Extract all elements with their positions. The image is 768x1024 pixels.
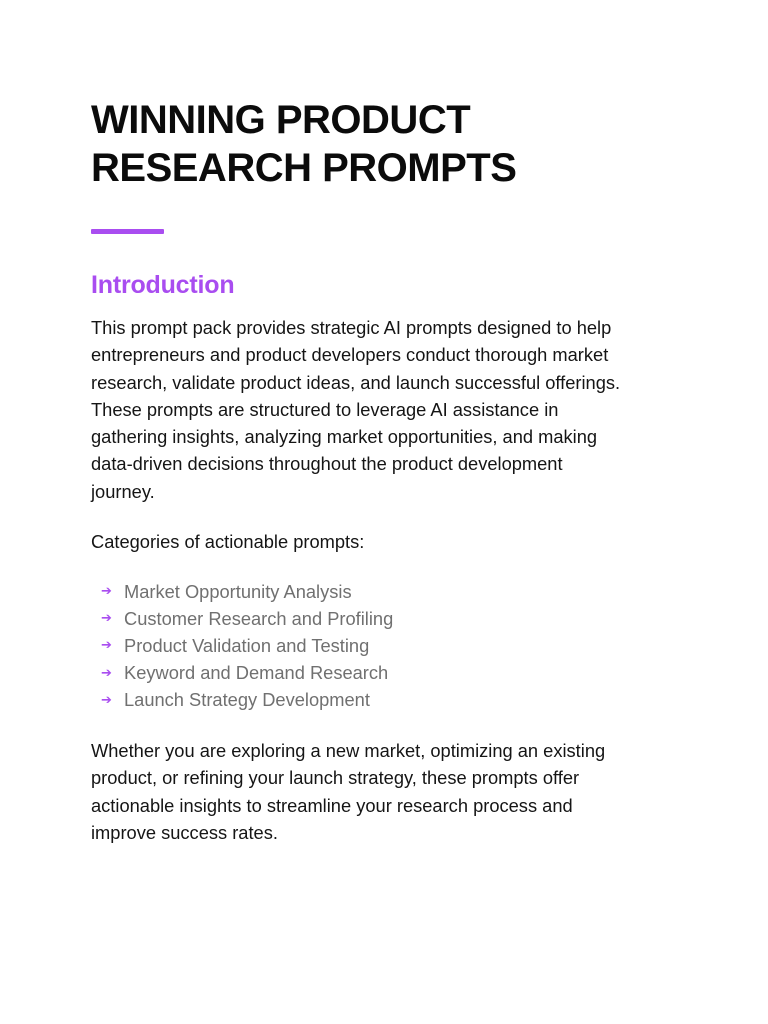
outro-line: product, or refining your launch strategy, these prompts offer [91, 767, 580, 789]
outro-paragraph [91, 737, 691, 846]
intro-line: research, validate product ideas, and launch successful offerings. [91, 371, 621, 393]
intro-line: This prompt pack provides strategic AI prompts designed to help [91, 317, 612, 338]
categories-label: Categories of actionable prompts: [91, 531, 365, 552]
list-item-label: Keyword and Demand Research [124, 662, 389, 684]
intro-line: These prompts are structured to leverage AI assistance in [91, 398, 559, 420]
section-heading-introduction: Introduction [91, 271, 235, 299]
intro-line: entrepreneurs and product developers conduct thorough market [91, 344, 609, 366]
arrow-right-icon: ➔ [101, 584, 112, 600]
list-item [91, 578, 393, 605]
list-item [91, 605, 393, 632]
accent-divider [91, 229, 164, 234]
list-item [91, 687, 393, 714]
category-list [91, 578, 393, 714]
list-item-label: Product Validation and Testing [124, 634, 370, 656]
outro-line: actionable insights to streamline your research process and [91, 794, 573, 816]
document-title-line: WINNING PRODUCT [91, 98, 471, 142]
outro-line: improve success rates. [91, 821, 278, 843]
arrow-right-icon: ➔ [101, 692, 112, 708]
arrow-right-icon: ➔ [101, 611, 112, 627]
intro-line: journey. [91, 480, 155, 502]
outro-line: Whether you are exploring a new market, optimizing an existing [91, 740, 606, 761]
intro-paragraph [91, 314, 691, 505]
list-item-label: Customer Research and Profiling [124, 607, 394, 629]
intro-line: gathering insights, analyzing market opportunities, and making [91, 426, 598, 448]
document-title-line: RESEARCH PROMPTS [91, 146, 517, 190]
arrow-right-icon: ➔ [101, 665, 112, 681]
intro-line: data-driven decisions throughout the product development [91, 453, 563, 475]
list-item [91, 660, 393, 687]
arrow-right-icon: ➔ [101, 638, 112, 654]
list-item [91, 632, 393, 659]
document-title [91, 96, 691, 192]
list-item-label: Launch Strategy Development [124, 689, 370, 711]
list-item-label: Market Opportunity Analysis [124, 580, 352, 602]
